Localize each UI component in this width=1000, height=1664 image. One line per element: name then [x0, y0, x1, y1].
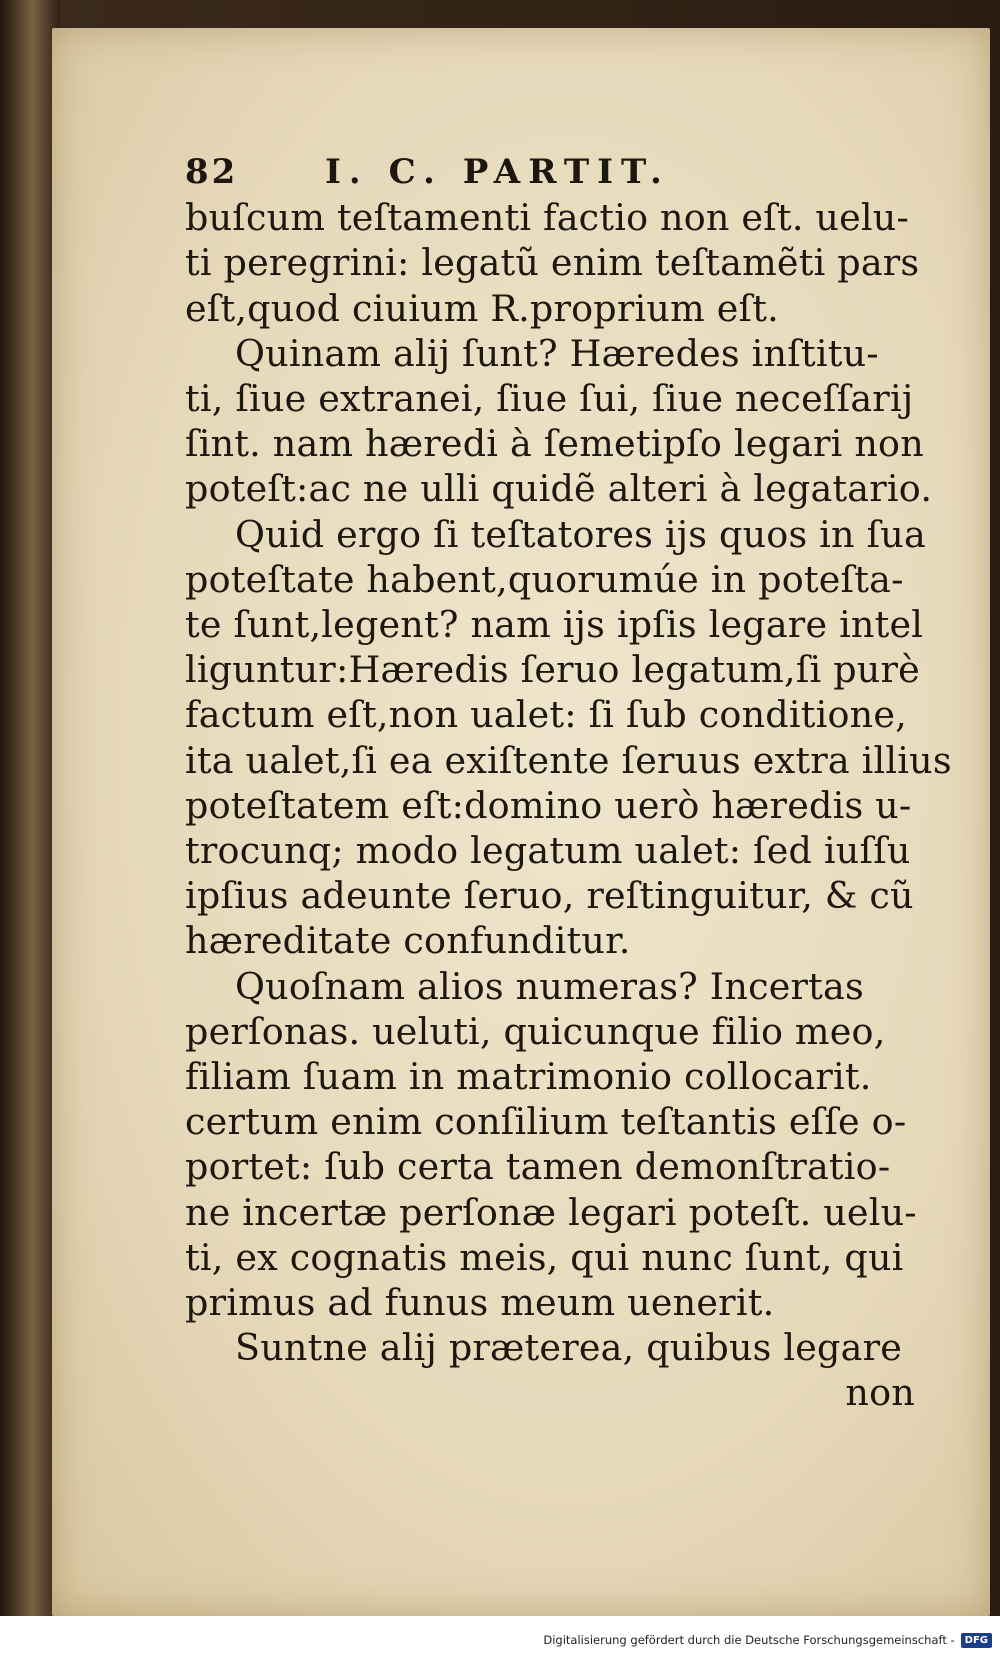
- text-line: Quinam alij ſunt? Hæredes inſtitu-: [235, 331, 879, 375]
- digitization-credit-bar: [0, 1616, 1000, 1664]
- text-line: ſint. nam hæredi à ſemetipſo legari non: [185, 422, 924, 466]
- text-line: hæreditate confunditur.: [185, 919, 631, 963]
- text-line: Quoſnam alios numeras? Incertas: [235, 964, 864, 1008]
- text-line: poteſtatem eſt:domino uerò hæredis u-: [185, 783, 912, 827]
- text-line: ti, ſiue extranei, ſiue ſui, ſiue neceſſarij: [185, 377, 914, 420]
- text-line: ita ualet,ſi ea exiſtente ſeruus extra illius: [185, 738, 952, 782]
- text-line: certum enim conſilium teſtantis eſſe o-: [185, 1100, 907, 1144]
- text-line: liguntur:Hæredis ſeruo legatum,ſi purè: [185, 648, 920, 692]
- text-line: trocunq; modo legatum ualet: ſed iuſſu: [185, 829, 911, 873]
- text-line: te ſunt,legent? nam ijs ipſis legare intel: [185, 603, 924, 647]
- text-line: ipſius adeunte ſeruo, reſtinguitur, & cũ: [185, 874, 914, 918]
- page-text: [185, 150, 965, 1416]
- text-line: factum eſt,non ualet: ſi ſub conditione,: [185, 693, 907, 737]
- text-line: portet: ſub certa tamen demonſtratio-: [185, 1145, 891, 1189]
- text-line: filiam ſuam in matrimonio collocarit.: [185, 1055, 872, 1099]
- book-spine: [0, 0, 60, 1664]
- page-header: [185, 150, 965, 195]
- catchword: non: [845, 1371, 915, 1415]
- text-line: poteſt:ac ne ulli quidẽ alteri à legatario.: [185, 467, 933, 511]
- page-number: 82: [185, 152, 239, 192]
- text-line: poteſtate habent,quorumúe in poteſta-: [185, 557, 904, 601]
- text-line: Suntne alij præterea, quibus legare: [235, 1326, 903, 1370]
- digitization-credit: Digitalisierung gefördert durch die Deutsche Forschungsgemeinschaft -: [543, 1633, 955, 1647]
- text-line: primus ad funus meum uenerit.: [185, 1281, 775, 1325]
- text-line: ti peregrini: legatũ enim teſtamẽti pars: [185, 241, 920, 285]
- text-line: ne incertæ perſonæ legari poteſt. uelu-: [185, 1190, 917, 1234]
- text-line: eſt,quod ciuium R.proprium eſt.: [185, 286, 779, 330]
- running-head: I. C. PARTIT.: [325, 152, 670, 192]
- text-line: buſcum teſtamenti factio non eſt. uelu-: [185, 196, 910, 240]
- text-line: ti, ex cognatis meis, qui nunc ſunt, qui: [185, 1235, 904, 1279]
- text-line: Quid ergo ſi teſtatores ijs quos in ſua: [235, 512, 926, 556]
- text-line: perſonas. ueluti, quicunque filio meo,: [185, 1009, 886, 1053]
- dfg-logo-icon: DFG: [961, 1633, 992, 1648]
